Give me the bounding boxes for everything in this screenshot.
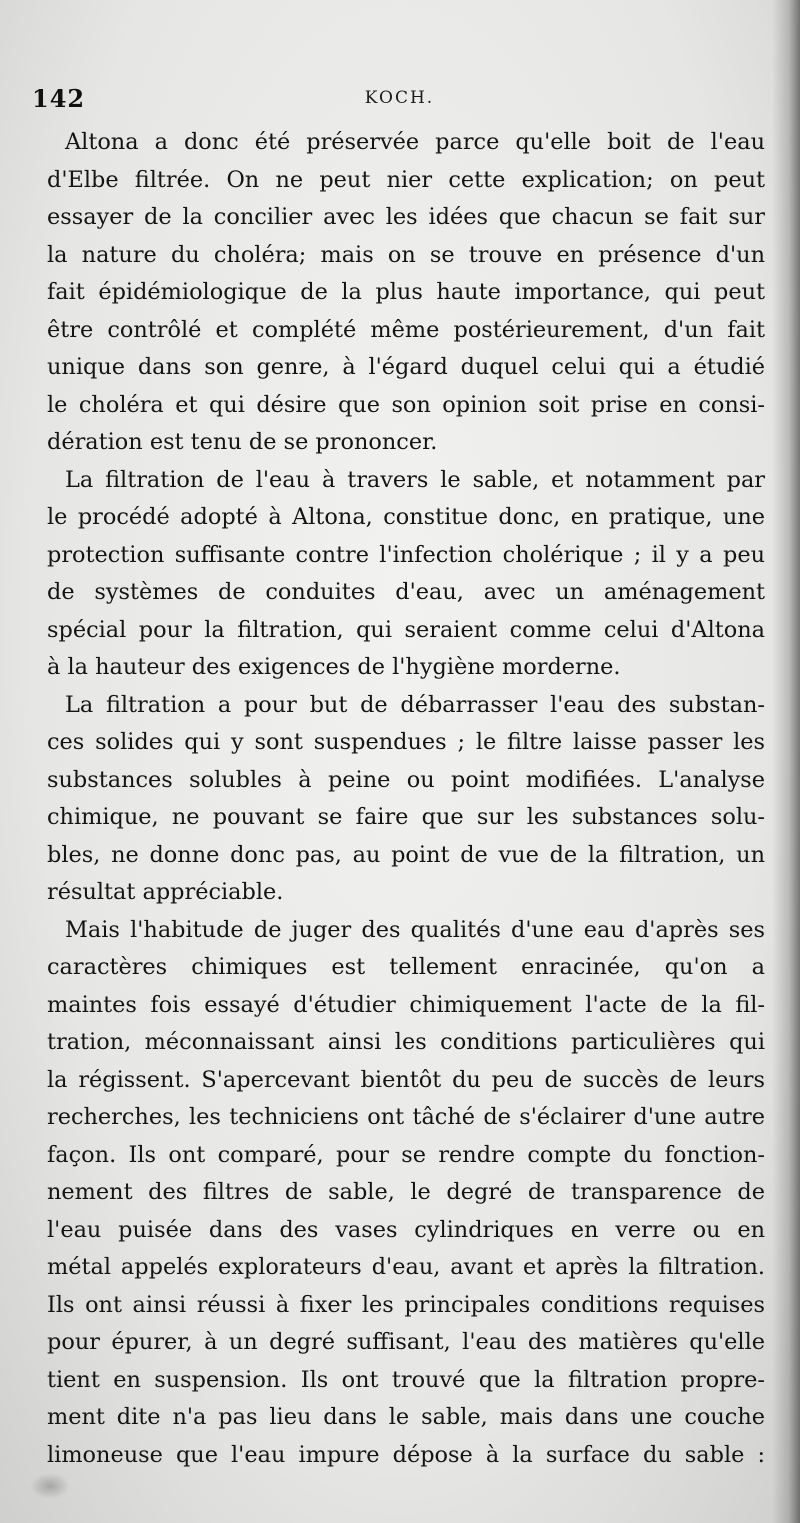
running-title: KOCH. <box>364 88 435 108</box>
text-line: tration, méconnaissant ainsi les conditions particulières qui <box>47 1029 765 1055</box>
paragraph-3 <box>47 687 765 912</box>
text-line: ces solides qui y sont suspendues ; le filtre laisse passer les <box>47 729 765 755</box>
text-line: à la hauteur des exigences de l'hygiène morderne. <box>47 654 621 680</box>
text-line: la nature du choléra; mais on se trouve en présence d'un <box>47 241 765 268</box>
text-line: nement des filtres de sable, le degré de transparence de <box>47 1179 765 1205</box>
text-line: métal appelés explorateurs d'eau, avant et après la filtration. <box>47 1254 765 1280</box>
text-line: de systèmes de conduites d'eau, avec un aménagement <box>47 579 765 605</box>
text-line: protection suffisante contre l'infection cholérique ; il y a peu <box>47 541 765 568</box>
text-line: Mais l'habitude de juger des qualités d'une eau d'après ses <box>65 916 765 943</box>
text-line: le procédé adopté à Altona, constitue donc, en pratique, une <box>47 504 765 530</box>
text-line: chimique, ne pouvant se faire que sur les substances solu- <box>47 804 765 830</box>
text-line: Ils ont ainsi réussi à fixer les principales conditions requises <box>47 1291 765 1318</box>
text-line: ment dite n'a pas lieu dans le sable, mais dans une couche <box>47 1404 765 1430</box>
body-text <box>47 124 765 1474</box>
text-line: façon. Ils ont comparé, pour se rendre compte du fonction- <box>47 1141 765 1168</box>
text-line: tient en suspension. Ils ont trouvé que la filtration propre- <box>47 1366 765 1393</box>
text-line: La filtration a pour but de débarrasser l'eau des substan- <box>65 691 765 718</box>
text-line: Altona a donc été préservée parce qu'elle boit de l'eau <box>65 129 765 155</box>
paragraph-1 <box>47 124 765 462</box>
text-line: pour épurer, à un degré suffisant, l'eau des matières qu'elle <box>47 1329 765 1355</box>
text-line: unique dans son genre, à l'égard duquel celui qui a étudié <box>47 354 765 380</box>
text-line: substances solubles à peine ou point modifiées. L'analyse <box>47 766 765 793</box>
text-line: dération est tenu de se prononcer. <box>47 429 438 455</box>
text-line: résultat appréciable. <box>47 879 284 905</box>
running-head <box>32 84 767 114</box>
text-line: La filtration de l'eau à travers le sable, et notamment par <box>65 466 765 493</box>
text-line: essayer de la concilier avec les idées que chacun se fait sur <box>47 204 765 230</box>
text-line: être contrôlé et complété même postérieurement, d'un fait <box>47 316 765 343</box>
paragraph-4 <box>47 912 765 1475</box>
page-number: 142 <box>32 84 86 113</box>
text-line: le choléra et qui désire que son opinion soit prise en consi- <box>47 391 765 418</box>
text-line: maintes fois essayé d'étudier chimiquement l'acte de la fil- <box>47 991 765 1018</box>
text-line: l'eau puisée dans des vases cylindriques en verre ou en <box>47 1216 765 1243</box>
text-line: bles, ne donne donc pas, au point de vue de la filtration, un <box>47 841 765 868</box>
ink-smudge <box>30 1473 70 1499</box>
text-line: limoneuse que l'eau impure dépose à la surface du sable : <box>47 1441 765 1468</box>
text-line: la régissent. S'apercevant bientôt du peu de succès de leurs <box>47 1066 765 1093</box>
paragraph-2 <box>47 462 765 687</box>
page-edge-shadow <box>772 0 800 1523</box>
text-line: spécial pour la filtration, qui seraient comme celui d'Altona <box>47 616 765 643</box>
text-line: recherches, les techniciens ont tâché de s'éclairer d'une autre <box>47 1104 765 1130</box>
text-line: caractères chimiques est tellement enracinée, qu'on a <box>47 954 765 980</box>
text-line: fait épidémiologique de la plus haute importance, qui peut <box>47 279 765 305</box>
text-line: d'Elbe filtrée. On ne peut nier cette explication; on peut <box>47 166 765 193</box>
